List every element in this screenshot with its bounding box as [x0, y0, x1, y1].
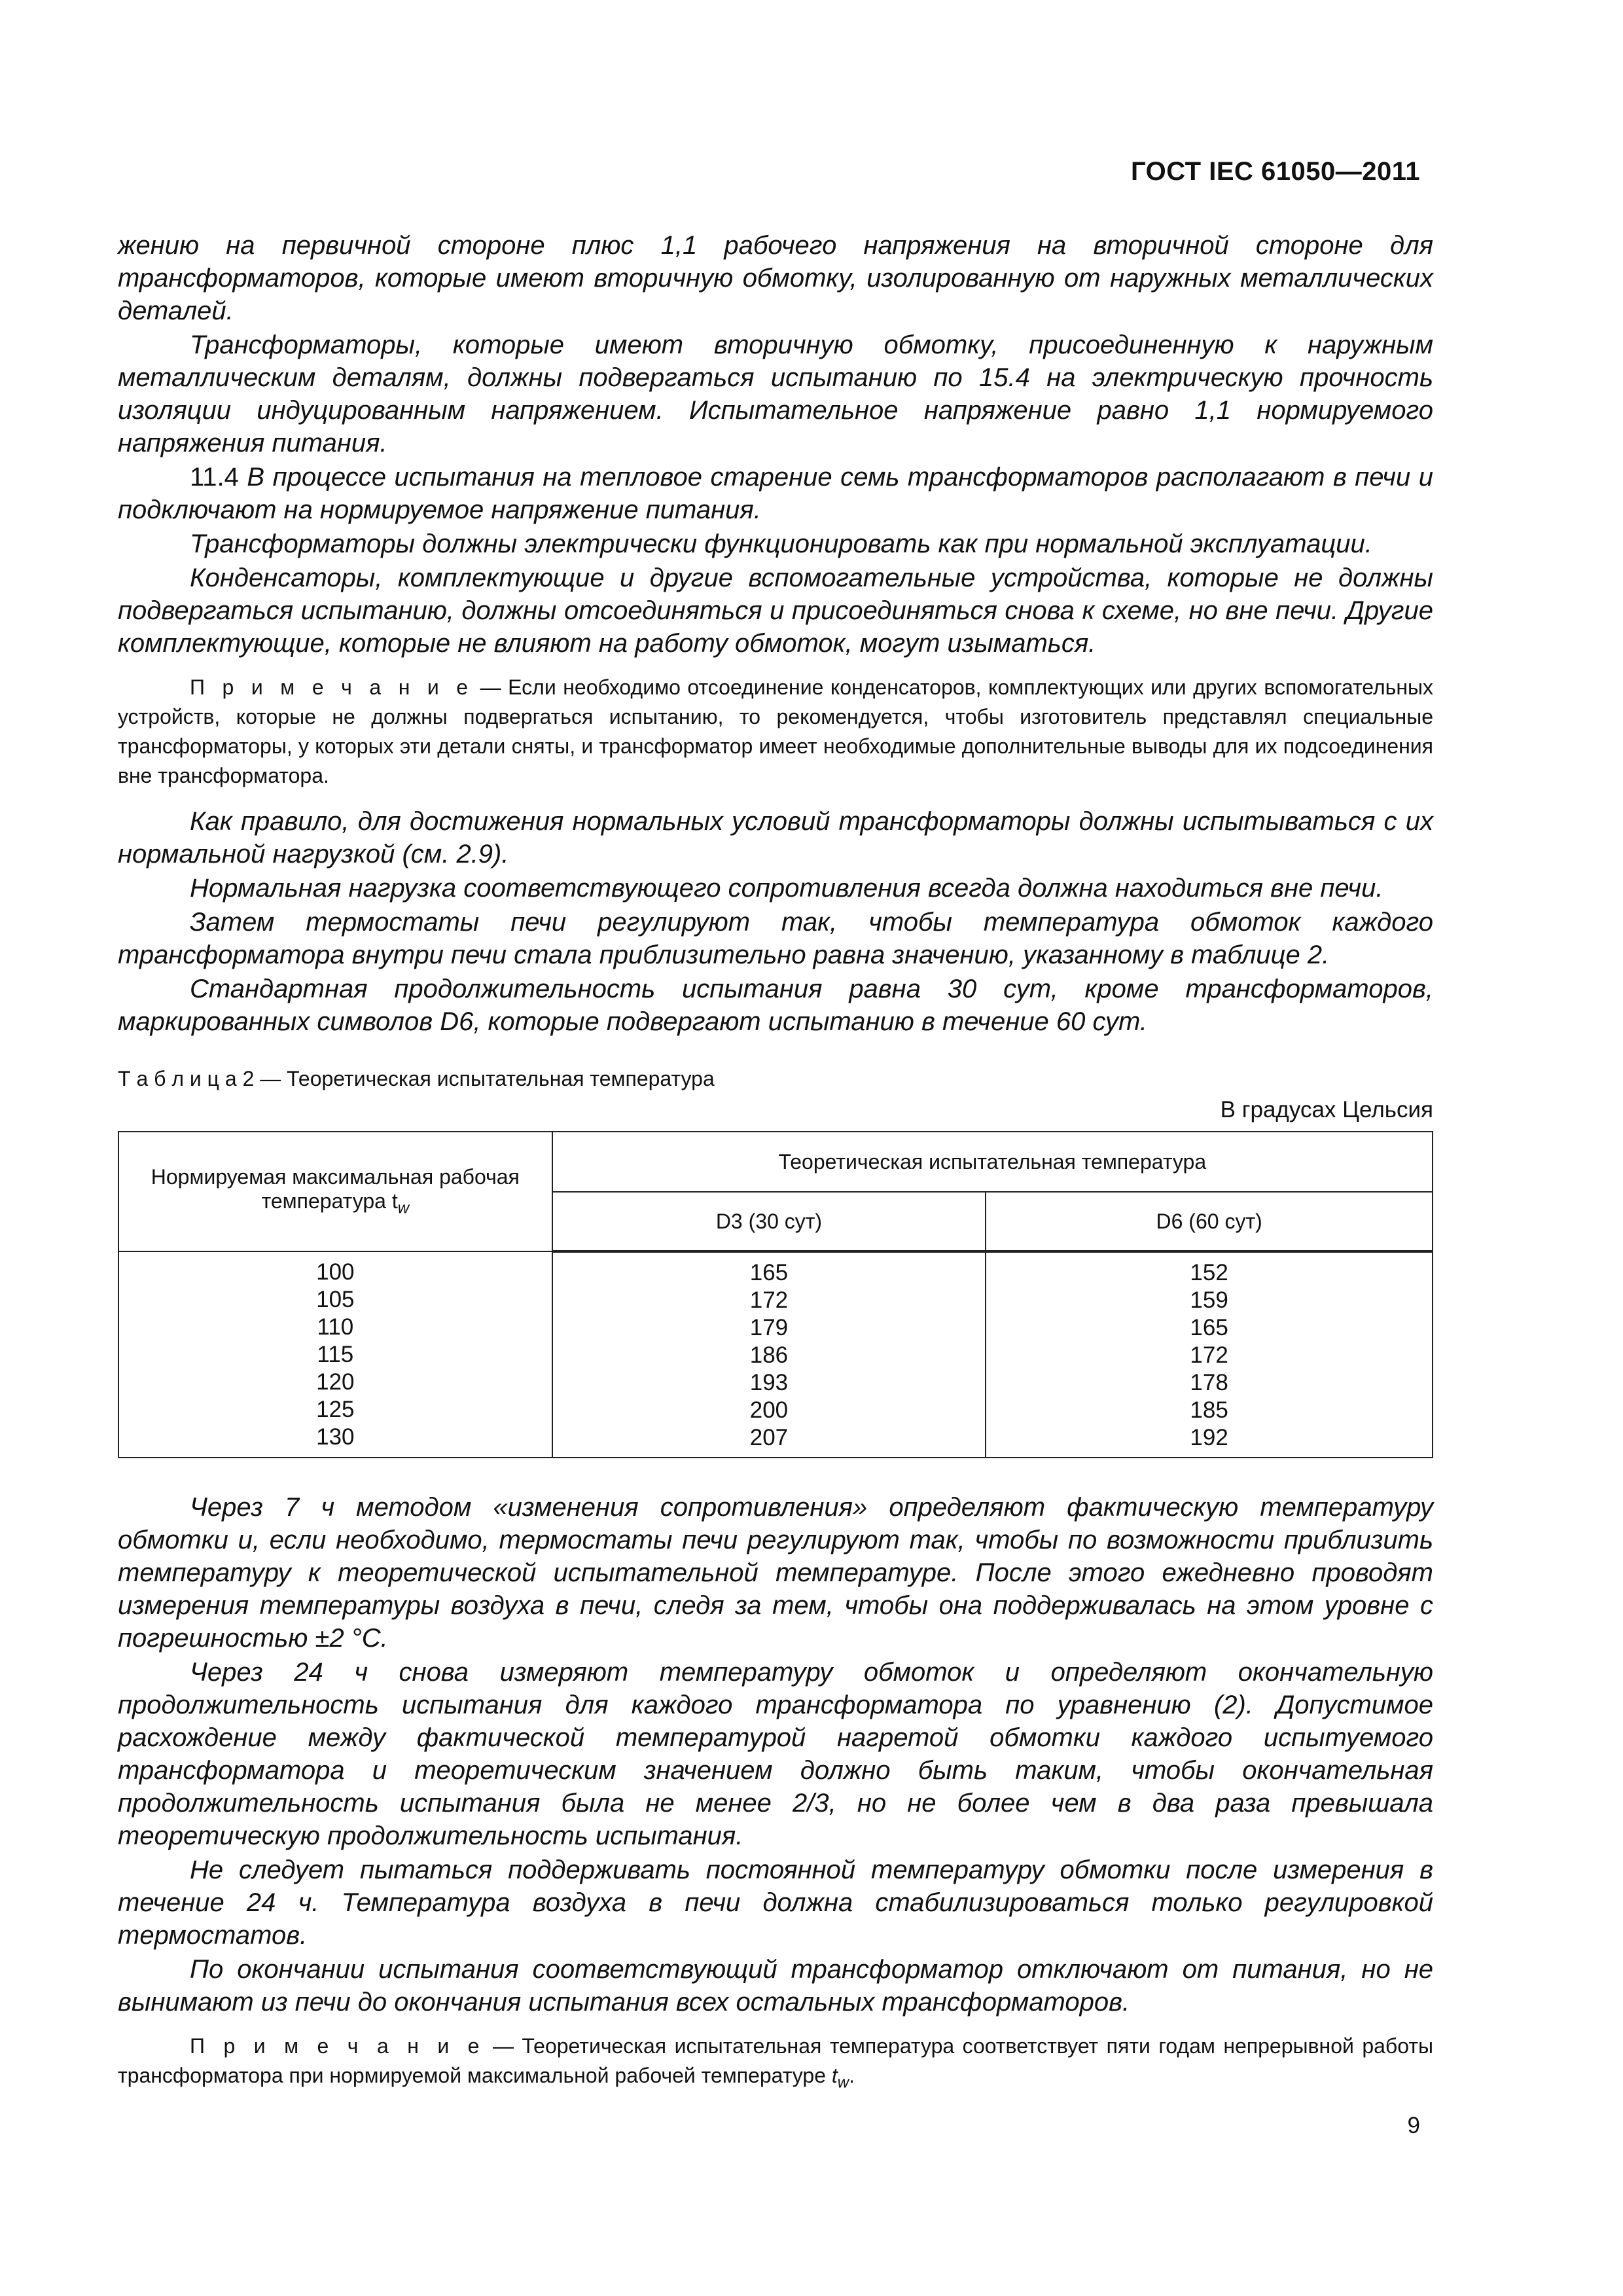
table-units: В градусах Цельсия [1220, 1097, 1433, 1122]
col-d6-values: 152 159 165 172 178 185 192 [986, 1251, 1433, 1458]
tw-subscript: w [837, 2073, 849, 2092]
col-header-rated-temp: Нормируемая максимальная рабочая температура $t_w$ [118, 1132, 552, 1251]
note-text: — Теоретическая испытательная температура соответствует пяти годам непрерывной работы трансформатора при нормируемой максимальной рабочей температуре [118, 2034, 1433, 2087]
post-table-section [118, 1491, 1433, 2018]
col-rated-values: 100 105 110 115 120 125 130 [118, 1251, 552, 1458]
col-group-header: Теоретическая испытательная температура [552, 1132, 1433, 1192]
tw-symbol: t [831, 2064, 838, 2087]
col-d3-values: 165 172 179 186 193 200 207 [552, 1251, 986, 1458]
col-header-d3: D3 (30 сут) [552, 1192, 986, 1251]
note-label: П р и м е ч а н и е [190, 2034, 485, 2058]
note-1 [118, 673, 1433, 791]
paragraph: Через 7 ч методом «изменения сопротивления» определяют фактическую температуру обмотки и, если необходимо, термостаты печи регулируют так, чтобы по возможности приблизить температуру к теоретической испытательной температуре. После этого ежедневно проводят измерения температуры воздуха в печи, следя за тем, чтобы она поддерживалась на этом уровне с погрешностью ±2 °С. [118, 1493, 1433, 1653]
paragraph: Конденсаторы, комплектующие и другие вспомогательные устройства, которые не должны подвергаться испытанию, должны отсоединяться и присоединяться снова к схеме, но вне печи. Другие комплектующие, которые не влияют на работу обмоток, могут изыматься. [118, 564, 1433, 658]
paragraph: Не следует пытаться поддерживать постоянной температуру обмотки после измерения в течение 24 ч. Температура воздуха в печи должна стабилизироваться только регулировкой термостатов. [118, 1856, 1433, 1950]
paragraph: По окончании испытания соответствующий трансформатор отключают от питания, но не вынимают из печи до окончания испытания всех остальных трансформаторов. [118, 1955, 1433, 2017]
page-number: 9 [1407, 2113, 1420, 2138]
paragraph: Трансформаторы, которые имеют вторичную обмотку, присоединенную к наружным металлическим деталям, должны подвергаться испытанию по 15.4 на электрическую прочность изоляции индуцированным напряжением. Испытательное напряжение равно 1,1 нормируемого напряжения питания. [118, 331, 1433, 457]
table-caption [118, 1064, 1433, 1093]
paragraph: Нормальная нагрузка соответствующего сопротивления всегда должна находиться вне печи. [190, 874, 1383, 903]
page-content [118, 229, 1433, 2111]
table-caption-text: 2 — Теоретическая испытательная температура [236, 1067, 715, 1090]
clause-text: В процессе испытания на тепловое старение семь трансформаторов располагают в печи и подключают на нормируемое напряжение питания. [118, 463, 1433, 524]
table-caption-label: Т а б л и ц а [118, 1067, 237, 1090]
table-row [118, 1251, 1433, 1458]
col-header-d6: D6 (60 сут) [986, 1192, 1433, 1251]
clause-11-4 [118, 461, 1433, 526]
note-2: П р и м е ч а н и е — Теоретическая испытательная температура соответствует пяти годам непрерывной работы трансформатора при нормируемой максимальной рабочей температуре $t_w$. [118, 2034, 1433, 2092]
note-text: — Если необходимо отсоединение конденсаторов, комплектующих или других вспомогательных устройств, которые не должны подвергаться испытанию, то рекомендуется, чтобы изготовитель представлял специальные трансформаторы, у которых эти детали сняты, и трансформатор имеет необходимые дополнительные выводы для их подсоединения вне трансформатора. [118, 675, 1433, 787]
paragraph: Трансформаторы должны электрически функционировать как при нормальной эксплуатации. [190, 529, 1372, 558]
paragraph-continuation: жению на первичной стороне плюс 1,1 рабочего напряжения на вторичной стороне для трансформаторов, которые имеют вторичную обмотку, изолированную от наружных металлических деталей. [118, 231, 1433, 325]
paragraph: Стандартная продолжительность испытания равна 30 сут, кроме трансформаторов, маркированных символов D6, которые подвергают испытанию в течение 60 сут. [118, 975, 1433, 1036]
temperature-table [118, 1131, 1433, 1458]
note-label: П р и м е ч а н и е [190, 675, 474, 699]
paragraph: Затем термостаты печи регулируют так, чтобы температура обмоток каждого трансформатора внутри печи стала приблизительно равна значению, указанному в таблице 2. [118, 908, 1433, 969]
paragraph: Через 24 ч снова измеряют температуру обмоток и определяют окончательную продолжительность испытания для каждого трансформатора по уравнению (2). Допустимое расхождение между фактической температурой нагретой обмотки каждого испытуемого трансформатора и теоретическим значением должно быть таким, чтобы окончательная продолжительность испытания была не менее 2/3, но не более чем в два раза превышала теоретическую продолжительность испытания. [118, 1658, 1433, 1850]
clause-number: 11.4 [190, 463, 239, 492]
paragraph: Как правило, для достижения нормальных условий трансформаторы должны испытываться с их нормальной нагрузкой (см. 2.9). [118, 807, 1433, 869]
document-header: ГОСТ IEC 61050—2011 [1131, 157, 1420, 186]
